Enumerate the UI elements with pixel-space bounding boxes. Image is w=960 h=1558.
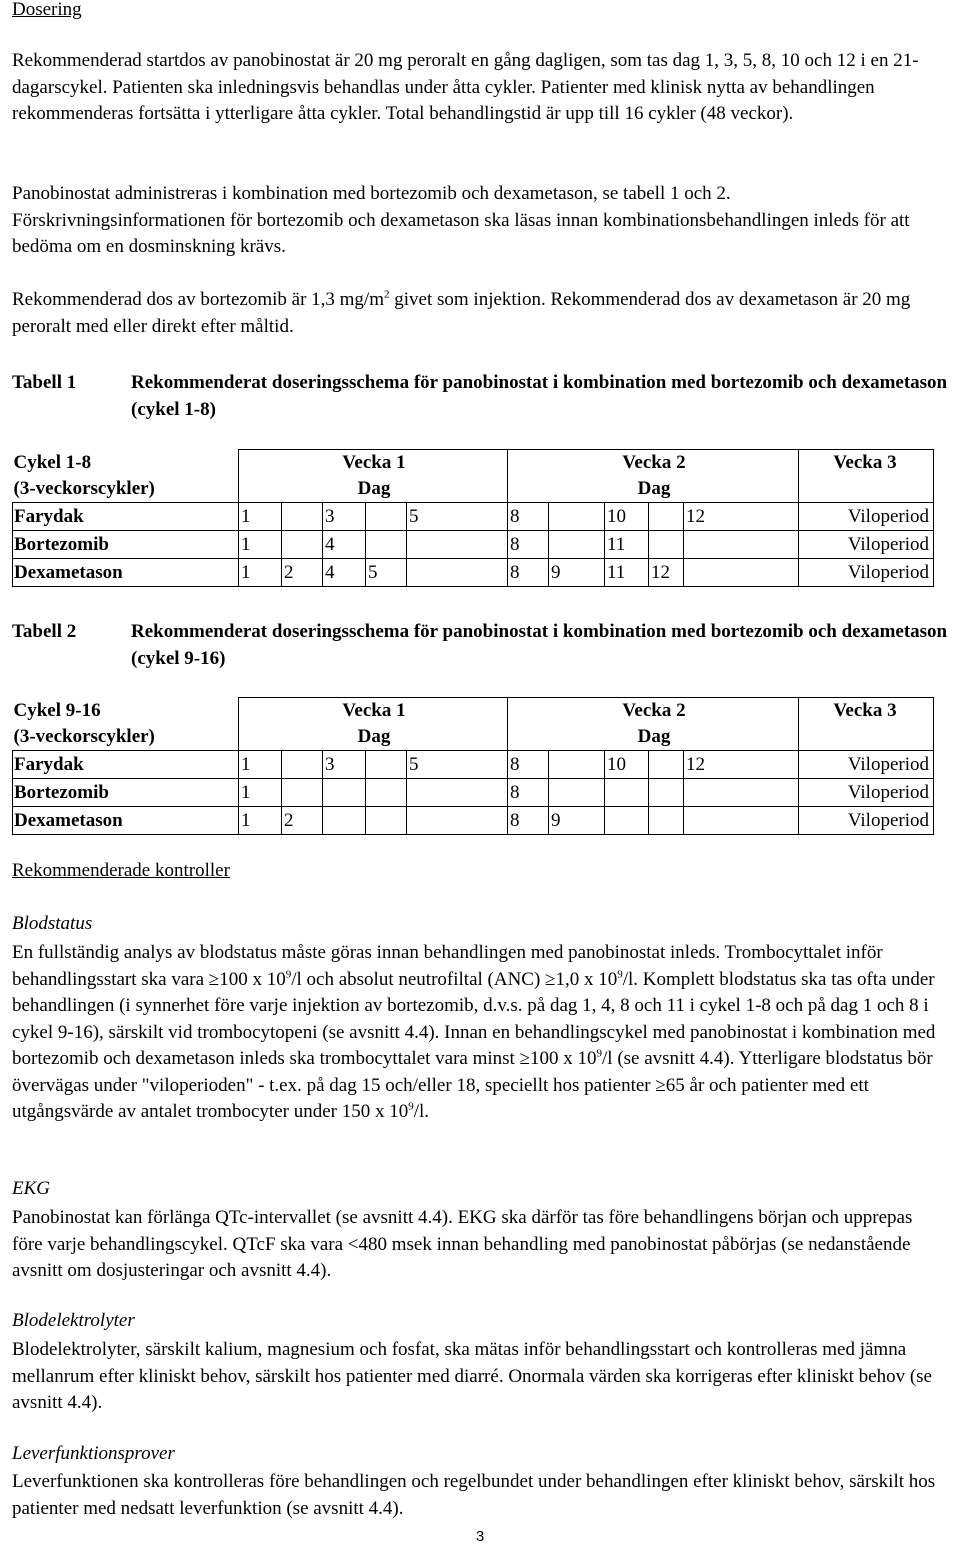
table-header-row (13, 476, 934, 503)
day-cell (323, 807, 366, 835)
day-cell: 1 (239, 559, 282, 587)
day-cell (366, 807, 407, 835)
cycle-sub-label: (3-veckorscykler) (13, 726, 155, 747)
rest-period-cell: Viloperiod (799, 779, 934, 807)
drug-name: Farydak (13, 503, 239, 531)
dosing-table-1 (12, 449, 934, 587)
day-cell (323, 779, 366, 807)
day-cell (282, 531, 323, 559)
day-cell (549, 531, 605, 559)
subheading-ekg: EKG (12, 1178, 50, 1199)
table-header-row (13, 698, 934, 725)
day-cell: 8 (508, 559, 549, 587)
paragraph-dosering-bortezomib: Rekommenderad dos av bortezomib är 1,3 $mg/m^2$ givet som injektion. Rekommenderad dos av dexametason är 20 mg peroralt med eller direkt efter måltid. (12, 288, 911, 337)
table-row (13, 807, 934, 835)
paragraph-leverfunktion: Leverfunktionen ska kontrolleras före behandlingen och regelbundet under behandlingen efter kliniskt behov, särskilt hos patienter med nedsatt leverfunktion (se avsnitt 4.4). (12, 1471, 936, 1519)
day-cell: 5 (366, 559, 407, 587)
day-cell: 10 (605, 503, 649, 531)
day-header: Dag (508, 476, 799, 503)
drug-name: Dexametason (13, 807, 239, 835)
day-cell: 1 (239, 503, 282, 531)
day-cell: 12 (649, 559, 684, 587)
day-cell: 2 (282, 807, 323, 835)
drug-name: Farydak (13, 751, 239, 779)
day-cell (549, 503, 605, 531)
week3-spacer (799, 476, 934, 503)
day-cell: 8 (508, 779, 549, 807)
day-cell: 3 (323, 751, 366, 779)
table2-title: Rekommenderat doseringsschema för panobinostat i kombination med bortezomib och dexametason (cykel 9-16) (131, 621, 948, 669)
day-cell: 8 (508, 531, 549, 559)
day-cell: 1 (239, 751, 282, 779)
rest-period-cell: Viloperiod (799, 559, 934, 587)
week3-header: Vecka 3 (799, 698, 934, 725)
day-cell (282, 779, 323, 807)
drug-name: Bortezomib (13, 779, 239, 807)
table-row (13, 779, 934, 807)
day-cell: 12 (684, 751, 799, 779)
day-cell (549, 751, 605, 779)
table-row (13, 503, 934, 531)
subheading-blodelektrolyter: Blodelektrolyter (12, 1310, 135, 1331)
page-number: 3 (475, 1528, 485, 1545)
day-cell: 5 (407, 751, 508, 779)
day-cell (366, 779, 407, 807)
day-cell: 2 (282, 559, 323, 587)
subheading-blodstatus: Blodstatus (12, 913, 93, 934)
day-cell: 11 (605, 559, 649, 587)
week2-header: Vecka 2 (508, 698, 799, 725)
cycle-label: Cykel 9-16 (13, 700, 101, 721)
day-cell (366, 503, 407, 531)
day-cell: 9 (549, 807, 605, 835)
drug-name: Bortezomib (13, 531, 239, 559)
day-cell (366, 751, 407, 779)
day-cell: 9 (549, 559, 605, 587)
drug-name: Dexametason (13, 559, 239, 587)
week1-header: Vecka 1 (239, 698, 508, 725)
rest-period-cell: Viloperiod (799, 751, 934, 779)
day-cell (649, 503, 684, 531)
section-heading-kontroller: Rekommenderade kontroller (12, 860, 230, 881)
table-row (13, 559, 934, 587)
day-cell (649, 807, 684, 835)
day-cell: 8 (508, 503, 549, 531)
day-cell (605, 779, 649, 807)
day-cell: 5 (407, 503, 508, 531)
dosing-table-2 (12, 697, 934, 835)
table1-title: Rekommenderat doseringsschema för panobinostat i kombination med bortezomib och dexametason (cykel 1-8) (131, 372, 948, 420)
day-cell: 10 (605, 751, 649, 779)
day-cell: 4 (323, 531, 366, 559)
paragraph-startdos: Rekommenderad startdos av panobinostat är 20 mg peroralt en gång dagligen, som tas dag 1, 3, 5, 8, 10 och 12 i en 21-dagarscykel. Patienten ska inledningsvis behandlas under åtta cykler. Patienter med klinisk nytta av behandlingen rekommenderas fortsätta i ytterligare åtta cykler. Total behandlingstid är upp till 16 cykler (48 veckor). (12, 50, 919, 124)
table-header-row (13, 450, 934, 477)
day-header: Dag (508, 724, 799, 751)
day-cell (366, 531, 407, 559)
day-cell (407, 559, 508, 587)
day-cell (605, 807, 649, 835)
day-cell (649, 779, 684, 807)
day-cell (684, 559, 799, 587)
day-cell: 11 (605, 531, 649, 559)
table1-label: Tabell 1 (12, 372, 77, 393)
section-heading-dosering: Dosering (12, 0, 82, 20)
table2-body (13, 751, 934, 835)
day-cell (282, 751, 323, 779)
rest-period-cell: Viloperiod (799, 503, 934, 531)
day-cell: 1 (239, 807, 282, 835)
day-cell: 1 (239, 531, 282, 559)
week1-header: Vecka 1 (239, 450, 508, 477)
cycle-label: Cykel 1-8 (13, 452, 92, 473)
day-cell: 8 (508, 807, 549, 835)
subheading-leverfunktionsprover: Leverfunktionsprover (12, 1443, 175, 1464)
table-row (13, 751, 934, 779)
week3-header: Vecka 3 (799, 450, 934, 477)
day-cell (684, 779, 799, 807)
day-cell: 12 (684, 503, 799, 531)
day-cell (407, 531, 508, 559)
rest-period-cell: Viloperiod (799, 807, 934, 835)
day-cell: 3 (323, 503, 366, 531)
table1-body (13, 503, 934, 587)
week3-spacer (799, 724, 934, 751)
day-cell: 1 (239, 779, 282, 807)
table2-label: Tabell 2 (12, 621, 77, 642)
day-cell: 8 (508, 751, 549, 779)
day-cell (684, 807, 799, 835)
day-cell (282, 503, 323, 531)
day-header: Dag (239, 724, 508, 751)
day-cell: 4 (323, 559, 366, 587)
day-cell (649, 531, 684, 559)
day-header: Dag (239, 476, 508, 503)
day-cell (407, 779, 508, 807)
paragraph-kombination: Panobinostat administreras i kombination med bortezomib och dexametason, se tabell 1 och 2. Förskrivningsinformationen för bortezomib och dexametason ska läsas innan kombinationsbehandlingen inleds för att bedöma om en dosminskning krävs. (12, 183, 910, 257)
table-header-row (13, 724, 934, 751)
day-cell (649, 751, 684, 779)
paragraph-blodelektrolyter: Blodelektrolyter, särskilt kalium, magnesium och fosfat, ska mätas inför behandlingsstart och kontrolleras med jämna mellanrum efter kliniskt behov, särskilt hos patienter med diarré. Onormala värden ska korrigeras efter kliniskt behov (se avsnitt 4.4). (12, 1339, 932, 1413)
day-cell (407, 807, 508, 835)
paragraph-blodstatus: En fullständig analys av blodstatus måste göras innan behandlingen med panobinostat inleds. Trombocyttalet inför behandlingsstart ska vara ≥100 x $10^9/l$ och absolut neutrofiltal (ANC) ≥1,0 x $10^9/l$. Komplett blodstatus ska tas ofta under behandlingen (i synnerhet före varje injektion av bortezomib, d.v.s. på dag 1, 4, 8 och 11 i cykel 1-8 och på dag 1 och 8 i cykel 9-16), särskilt vid trombocytopeni (se avsnitt 4.4). Innan en behandlingscykel med panobinostat i kombination med bortezomib och dexametason inleds ska trombocyttalet vara minst ≥100 x $10^9/l$ (se avsnitt 4.4). Ytterligare blodstatus bör övervägas under "viloperioden" - t.ex. på dag 15 och/eller 18, speciellt hos patienter ≥65 år och patienter med ett utgångsvärde av antalet trombocyter under 150 x $10^9/l$. (12, 942, 936, 1122)
week2-header: Vecka 2 (508, 450, 799, 477)
paragraph-ekg: Panobinostat kan förlänga QTc-intervallet (se avsnitt 4.4). EKG ska därför tas före behandlingens början och upprepas före varje behandlingscykel. QTcF ska vara <480 msek innan behandling med panobinostat påbörjas (se nedanstående avsnitt om dosjusteringar och avsnitt 4.4). (12, 1207, 913, 1281)
day-cell (684, 531, 799, 559)
cycle-sub-label: (3-veckorscykler) (13, 478, 155, 499)
day-cell (549, 779, 605, 807)
rest-period-cell: Viloperiod (799, 531, 934, 559)
table-row (13, 531, 934, 559)
